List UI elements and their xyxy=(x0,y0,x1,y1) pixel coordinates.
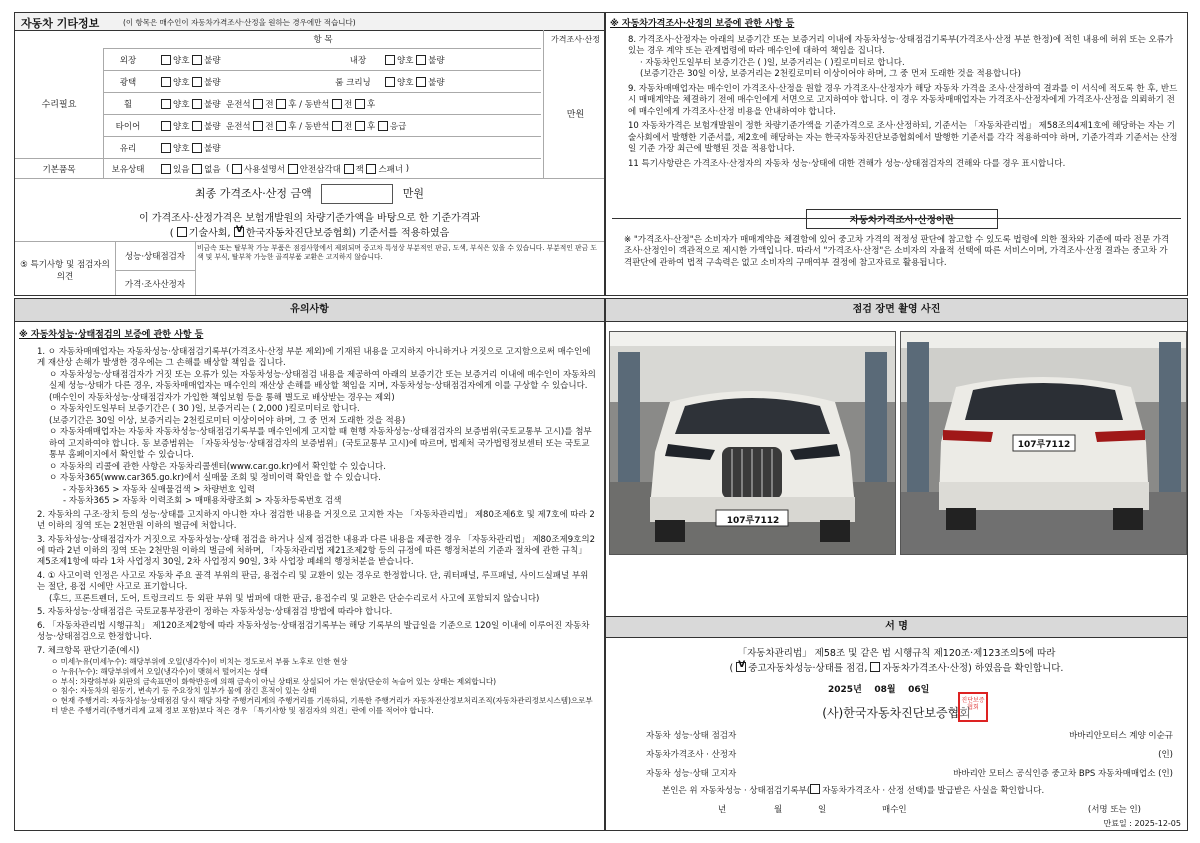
label-interior: 내장 xyxy=(349,56,367,66)
org-name: (사)한국자동차진단보증협회 xyxy=(822,706,971,720)
label-glass: 유리 xyxy=(119,144,137,154)
wheel-good-checkbox[interactable] xyxy=(161,99,171,109)
criteria-line: ㅇ 미세누유(미세누수): 해당부위에 오일(냉각수)이 비치는 정도로서 부품 노후로 인한 현상 xyxy=(51,657,348,667)
none-checkbox[interactable] xyxy=(192,164,202,174)
note-line: (후드, 프론트펜더, 도어, 트렁크리드 등 외판 부위 및 범퍼에 대한 판금, 용접수리 및 교환은 단순수리로서 사고에 포함되지 않습니다) xyxy=(49,593,540,604)
front-label: 전 xyxy=(265,122,274,132)
org-seal xyxy=(958,692,988,722)
tire-driver-front-checkbox[interactable] xyxy=(253,121,263,131)
basic-items-label: 기본품목 xyxy=(15,159,104,179)
manual-checkbox[interactable] xyxy=(232,164,242,174)
perf-check-checkbox[interactable] xyxy=(736,662,746,672)
note-line: 4. ① 사고이력 인정은 사고로 자동차 주요 골격 부위의 판금, 용접수리 및 교환이 있는 경우로 한정합니다. 단, 쿼터패널, 루프패널, 사이드실패널 부위는 절단, 용접 시에만 사고로 표기합니다. xyxy=(37,570,589,593)
row-gloss xyxy=(103,70,541,93)
wheel-passenger-rear-checkbox[interactable] xyxy=(355,99,365,109)
bad-label: 불량 xyxy=(428,56,445,66)
good-label: 양호 xyxy=(397,56,414,66)
basis-line-2: ( 기술사회, V 한국자동차진단보증협회) 기준서를 적용하였음 xyxy=(15,224,604,239)
buyer-sign-or-seal: (서명 또는 인) xyxy=(1087,805,1141,815)
driver-seat-label: 운전석 xyxy=(225,100,251,110)
label-wheel: 휠 xyxy=(123,100,133,110)
criteria-line: ㅇ 현재 주행거리: 자동차성능·상태점검 당시 해당 차량 주행거리계의 주행거리를 기록하되, 기록한 주행거리가 자동차전산정보처리조직(자동차관리정보시스템)으로부터 받은 주행거리(주행거리계 교체 정보 포함)보다 적은 경우 「특기사항 및 점검자의 의견」란에 이를 적어야 합니다. xyxy=(51,696,593,715)
sign-date xyxy=(828,682,929,695)
rear-inspection-photo xyxy=(900,331,1187,555)
col-header-price: 가격조사·산정 xyxy=(543,30,605,48)
buyer-day-unit: 일 xyxy=(818,805,827,815)
para-8: 8. 가격조사·산정자는 아래의 보증기간 또는 보증거리 이내에 자동차성능·상태점검기록부(가격조사·산정 부분 한정)에 적힌 내용에 허위 또는 오류가 있는 경우 계약 또는 관계법령에 따라 매수인에 대하여 책임을 집니다. xyxy=(628,35,1174,57)
kadi-label: 한국자동차진단보증협회 xyxy=(245,228,353,239)
price-assessor-value: (인) xyxy=(1158,750,1173,760)
notifier-value: 바바리안 모터스 공식인증 중고차 BPS 자동차매매업소 (인) xyxy=(953,769,1173,779)
glass-good-checkbox[interactable] xyxy=(161,143,171,153)
tire-passenger-rear-checkbox[interactable] xyxy=(355,121,365,131)
notes-header: ※ 자동차성능·상태점검의 보증에 관한 사항 등 xyxy=(19,330,204,340)
rear-plate: 107루7112 xyxy=(1017,440,1071,450)
triangle-label: 안전삼각대 xyxy=(299,165,341,175)
wheel-driver-front-checkbox[interactable] xyxy=(253,99,263,109)
day-unit: 일 xyxy=(920,685,930,695)
emergency-label: 응급 xyxy=(389,122,407,132)
exterior-bad-checkbox[interactable] xyxy=(192,55,202,65)
criteria-line: ㅇ 누유(누수): 해당부위에서 오일(냉각수)이 맺혀서 떨어지는 상태 xyxy=(51,666,268,676)
rear-label: 후 xyxy=(288,100,297,110)
para-8c: (보증기간은 30일 이상, 보증거리는 2천킬로미터 이상이어야 하며, 그 중 먼저 도래한 것을 적용합니다) xyxy=(640,69,1021,80)
front-label: 전 xyxy=(265,100,274,110)
bad-label: 불량 xyxy=(428,78,445,88)
sign-day: 06 xyxy=(908,685,921,695)
good-label: 양호 xyxy=(397,78,414,88)
repair-needed-label: 수리필요 xyxy=(15,48,104,158)
perf-checker-note: 비금속 또는 탈부착 가능 부품은 점검사항에서 제외되며 중고차 특성상 부분적인 판금, 도색, 부식은 있을 수 있습니다. 부분적인 판금 도색 및 부식, 탈부착 가능한 골격부품 교환은 고지하지 않습니다. xyxy=(197,244,597,262)
price-check-label: 자동차가격조사·산정) 하였음을 확인합니다. xyxy=(882,663,1064,674)
perf-inspector-value: 바바리안모터스 계양 이순규 xyxy=(1069,731,1173,741)
tech-society-checkbox[interactable] xyxy=(177,227,187,237)
rear-label: 후 xyxy=(367,122,376,132)
note-line: 5. 자동차성능·상태점검은 국토교통부장관이 정하는 자동차성능·상태점검 방법에 따라야 합니다. xyxy=(37,607,393,618)
wheel-bad-checkbox[interactable] xyxy=(192,99,202,109)
sign-band: 서 명 xyxy=(606,617,1187,638)
criteria-line: ㅇ 부식: 차량하부와 외판의 금속표면이 화학반응에 의해 금속이 아닌 상태로 상실되어 가는 현상(단순히 녹슬어 있는 상태는 제외합니다) xyxy=(51,676,496,686)
buyer-label: 매수인 xyxy=(882,805,907,815)
driver-seat-label: 운전석 xyxy=(225,122,251,132)
label-gloss: 광택 xyxy=(119,78,137,88)
front-label: 전 xyxy=(344,122,353,132)
sign-line-2: ( V중고자동차성능·상태를 점검, 자동차가격조사·산정) 하였음을 확인합니다. xyxy=(606,660,1187,674)
perf-check-label: 중고자동차성능·상태를 점검, xyxy=(748,663,868,674)
total-price-block xyxy=(15,178,604,239)
year-unit: 년 xyxy=(853,685,862,695)
bad-label: 불량 xyxy=(204,100,221,110)
perf-inspector-label: 자동차 성능·상태 점검자 xyxy=(646,731,737,741)
tire-bad-checkbox[interactable] xyxy=(192,121,202,131)
wheel-passenger-front-checkbox[interactable] xyxy=(332,99,342,109)
sign-month: 08 xyxy=(874,685,887,695)
notifier-label: 자동차 성능·상태 고지자 xyxy=(646,769,737,779)
special-notes-block xyxy=(15,241,604,296)
good-label: 양호 xyxy=(173,100,190,110)
tech-society-label: 기술사회, xyxy=(188,228,231,239)
sign-year: 2025 xyxy=(828,685,854,695)
have-label: 있음 xyxy=(173,165,190,175)
possession-label: 보유상태 xyxy=(111,165,145,175)
room-bad-checkbox[interactable] xyxy=(416,77,426,87)
note-line: ㅇ 자동차매매업자는 자동차 자동차성능·상태점검기록부를 매수인에게 고지할 때 현행 자동차성능·상태점검자의 보증범위(국토교통부 고시)를 첨부하여 고지하여야 합니다. 동 보증범위는 「자동차성능·상태점검자의 보증범위」(국토교통부 고시)에 따르며, 법제처 국가법령정보센터 또는 국토교통부 홈페이지에서 확인할 수 있습니다. xyxy=(49,427,592,461)
receipt-text-a: 본인은 위 자동차성능 · 상태점검기록부( xyxy=(662,786,811,796)
para-8b: · 자동차인도일부터 보증기간은 ( )일, 보증거리는 ( )킬로미터로 합니다. xyxy=(640,57,905,68)
special-notes-label: ⑤ 특기사항 및 점검자의 의견 xyxy=(15,242,116,296)
note-line: - 자동차365 > 자동차 이력조회 > 매매용차량조회 > 자동차등록번호 검색 xyxy=(63,496,342,507)
receipt-price-checkbox[interactable] xyxy=(810,784,820,794)
jack-label: 잭 xyxy=(355,165,364,175)
bad-label: 불량 xyxy=(204,78,221,88)
spanner-checkbox[interactable] xyxy=(366,164,376,174)
note-line: 7. 체크항목 판단기준(예시) xyxy=(37,645,140,656)
total-price-unit: 만원 xyxy=(402,187,424,200)
gloss-bad-checkbox[interactable] xyxy=(192,77,202,87)
receipt-text-b: 자동차가격조사 · 산정 선택)를 발급받은 사실을 확인합니다. xyxy=(822,786,1045,796)
guarantee-text xyxy=(628,35,1181,170)
interior-bad-checkbox[interactable] xyxy=(416,55,426,65)
row-exterior xyxy=(103,48,541,71)
triangle-checkbox[interactable] xyxy=(288,164,298,174)
note-line: - 자동차365 > 자동차 실매물검색 > 차량번호 입력 xyxy=(63,484,256,495)
price-definition-title: 자동차가격조사·산정이란 xyxy=(806,209,998,229)
note-line: ㅇ 자동차365(www.car365.go.kr)에서 실매물 조회 및 정비이력 확인을 할 수 있습니다. xyxy=(49,473,381,484)
para-10: 10 자동차가격은 보험개발원이 정한 차량기준가액을 기준가격으로 조사·산정하되, 기준서는 「자동차관리법」 제58조의4제1호에 해당하는 자는 기술사회에서 발행한 기준서를, 제2호에 해당하는 자는 한국자동차진단보증협회에서 발행한 기준서를 각각 적용하여야 하며, 기준가격과 기준서는 산정일 기준 가장 최근에 발행된 것을 적용합니다. xyxy=(628,121,1178,155)
expiry-date: 만료일 : 2025-12-05 xyxy=(1103,819,1181,828)
note-line: 2. 자동차의 구조·장치 등의 성능·상태를 고지하지 아니한 자나 점검한 내용을 거짓으로 고지한 자는 「자동차관리법」 제80조제6호 및 제7호에 따라 2년 이하의 징역 또는 2천만원 이하의 벌금에 처합니다. xyxy=(37,509,595,532)
photo-sign-section xyxy=(605,298,1188,831)
notes-band: 유의사항 xyxy=(15,299,604,322)
notes-list xyxy=(37,347,596,716)
interior-good-checkbox[interactable] xyxy=(385,55,395,65)
rear-label: 후 xyxy=(288,122,297,132)
passenger-seat-label: / 동반석 xyxy=(299,100,330,110)
price-unit: 만원 xyxy=(543,48,605,178)
total-price-label: 최종 가격조사·산정 금액 xyxy=(194,187,312,200)
note-line: 6. 「자동차관리법 시행규칙」 제120조제2항에 따라 자동차성능·상태점검기록부는 해당 기록부의 발급일을 기준으로 120일 이내에 이루어진 자동차 성능·상태점검으로 한정합니다. xyxy=(37,620,590,643)
tire-driver-rear-checkbox[interactable] xyxy=(276,121,286,131)
front-plate: 107루7112 xyxy=(726,516,780,526)
price-checker-label: 가격·조사산정자 xyxy=(115,270,196,296)
have-checkbox[interactable] xyxy=(161,164,171,174)
label-room-cleaning: 룸 크리닝 xyxy=(335,78,371,88)
tire-good-checkbox[interactable] xyxy=(161,121,171,131)
kadi-checkbox[interactable] xyxy=(234,227,244,237)
price-assessor-label: 자동차가격조사 · 산정자 xyxy=(646,750,737,760)
row-basic-items: 기본품목 보유상태 있음 없음 ( 사용설명서 안전삼각대 잭 스패너 ) xyxy=(15,158,541,179)
col-header-item: 항 목 xyxy=(313,35,333,45)
note-line: ㅇ 자동차인도일부터 보증기간은 ( 30 )일, 보증거리는 ( 2,000 )킬로미터로 합니다. xyxy=(49,404,360,415)
guarantee-header: ※ 자동차가격조사·산정의 보증에 관한 사항 등 xyxy=(610,19,795,29)
vehicle-other-info-section xyxy=(14,12,605,296)
basis-suffix: ) 기준서를 적용하였음 xyxy=(352,228,450,239)
spanner-label: 스패너 xyxy=(378,165,404,175)
rear-label: 후 xyxy=(367,100,376,110)
section-title-bar xyxy=(15,13,604,31)
sign-line-1: 「자동차관리법」 제58조 및 같은 법 시행규칙 제120조·제123조의5에 따라 xyxy=(737,648,1056,659)
tire-passenger-front-checkbox[interactable] xyxy=(332,121,342,131)
price-definition-text: ※ "가격조사·산정"은 소비자가 매매계약을 체결함에 있어 중고차 가격의 적정성 판단에 참고할 수 있도록 법령에 의한 절차와 기준에 따라 전문 가격조사·산정인이 객관적으로 제시한 가액입니다. 따라서 "가격조사·산정"은 소비자의 자율적 선택에 따른 서비스이며, 가격조사·산정 결과는 중고차 가격판단에 관하여 법적 구속력은 없고 소비자의 구매여부 결정에 참고자료로 활용됩니다. xyxy=(624,235,1170,268)
note-line: 1. ㅇ 자동차매매업자는 자동차성능·상태점검기록부(가격조사·산정 부분 제외)에 기재된 내용을 고지하지 아니하거나 거짓으로 고지함으로써 매수인에게 재산상 손해가 발생한 경우에는 그 손해를 배상할 책임을 집니다. xyxy=(37,347,591,369)
para-9: 9. 자동차매매업자는 매수인이 가격조사·산정을 원할 경우 가격조사·산정자가 해당 자동차 가격을 조사·산정하여 결과를 이 서식에 적도록 한 후, 반드시 매매계약을 체결하기 전에 매수인에게 서면으로 고지하여야 합니다. 이 경우 자동차매매업자는 가격조사·산정자에게 가격조사·산정을 의뢰하기 전에 매수인에게 가격조사·산정 비용을 안내하여야 합니다. xyxy=(628,83,1178,117)
glass-bad-checkbox[interactable] xyxy=(192,143,202,153)
divider xyxy=(612,218,1181,219)
label-exterior: 외장 xyxy=(119,56,137,66)
price-check-checkbox[interactable] xyxy=(870,662,880,672)
total-price-input[interactable] xyxy=(321,184,393,204)
section-subtitle: (이 항목은 매수인이 자동차가격조사·산정을 원하는 경우에만 적습니다) xyxy=(123,18,356,27)
good-label: 양호 xyxy=(173,78,190,88)
wheel-driver-rear-checkbox[interactable] xyxy=(276,99,286,109)
front-label: 전 xyxy=(344,100,353,110)
exterior-good-checkbox[interactable] xyxy=(161,55,171,65)
seal-text: 진단보증협회 xyxy=(961,697,985,711)
photo-band: 점검 장면 촬영 사진 xyxy=(606,299,1187,322)
section-title: 자동차 기타정보 xyxy=(21,17,100,30)
note-line: 3. 자동차성능·상태점검자가 거짓으로 자동차성능·상태 점검을 하거나 실제 점검한 내용과 다른 내용을 제공한 경우 「자동차관리법」 제80조제9호의2에 따라 2년 이하의 징역 또는 2천만원 이하의 벌금에 처하며, 「자동차관리법 제21조제2항 등의 규정에 따른 행정처분의 기준과 절차에 관한 규칙」 제5조제1항에 따라 1차 사업정지 30일, 2차 사업정지 90일, 3차 사업장 폐쇄의 행정처분을 받습니다. xyxy=(37,534,596,568)
notes-section xyxy=(14,298,605,831)
gloss-good-checkbox[interactable] xyxy=(161,77,171,87)
room-good-checkbox[interactable] xyxy=(385,77,395,87)
month-unit: 월 xyxy=(886,685,896,695)
bad-label: 불량 xyxy=(204,122,221,132)
good-label: 양호 xyxy=(173,122,190,132)
basis-line-1: 이 가격조사·산정가격은 보험개발원의 차량기준가액을 바탕으로 한 기준가격과 xyxy=(138,213,481,224)
para-11: 11 특기사항란은 가격조사·산정자의 자동차 성능·상태에 대한 견해가 성능·상태점검자의 견해와 다를 경우 표시합니다. xyxy=(628,158,1066,169)
row-wheel xyxy=(103,92,541,115)
buyer-month-unit: 월 xyxy=(774,805,783,815)
row-tire xyxy=(103,114,541,137)
front-inspection-photo xyxy=(609,331,896,555)
note-line: (보증기간은 30일 이상, 보증거리는 2천킬로미터 이상이어야 하며, 그 중 먼저 도래한 것을 적용) xyxy=(49,415,406,426)
good-label: 양호 xyxy=(173,144,190,154)
passenger-seat-label: / 동반석 xyxy=(299,122,330,132)
good-label: 양호 xyxy=(173,56,190,66)
receipt-confirm-line xyxy=(662,784,1044,796)
bad-label: 불량 xyxy=(204,144,221,154)
label-tire: 타이어 xyxy=(115,122,141,132)
tire-emergency-checkbox[interactable] xyxy=(378,121,388,131)
note-line: ㅇ 자동차성능·상태점검자가 거짓 또는 오류가 있는 자동차성능·상태점검 내용을 제공하여 아래의 보증기간 또는 보증거리 이내에 매수인이 자동차의 실제 성능·상태가 다른 경우, 자동차매매업자는 매수인의 재산상 손해를 배상할 책임을 지며, 자동차성능·상태점검자에게 이를 구상할 수 있습니다.(매수인이 자동차성능·상태점검자가 가입한 책임보험 등을 통해 별도로 배상받는 경우는 제외) xyxy=(49,369,596,403)
price-guarantee-section xyxy=(605,12,1188,296)
note-line: ㅇ 자동차의 리콜에 관한 사항은 자동차리콜센터(www.car.go.kr)에서 확인할 수 있습니다. xyxy=(49,461,386,472)
none-label: 없음 xyxy=(204,165,221,175)
criteria-line: ㅇ 침수: 자동차의 원동기, 변속기 등 주요장치 일부가 물에 잠긴 흔적이 있는 상태 xyxy=(51,686,317,696)
bad-label: 불량 xyxy=(204,56,221,66)
buyer-year-unit: 년 xyxy=(718,805,727,815)
jack-checkbox[interactable] xyxy=(344,164,354,174)
perf-checker-label: 성능·상태점검자 xyxy=(115,242,196,271)
manual-label: 사용설명서 xyxy=(244,165,286,175)
row-glass xyxy=(103,136,541,159)
